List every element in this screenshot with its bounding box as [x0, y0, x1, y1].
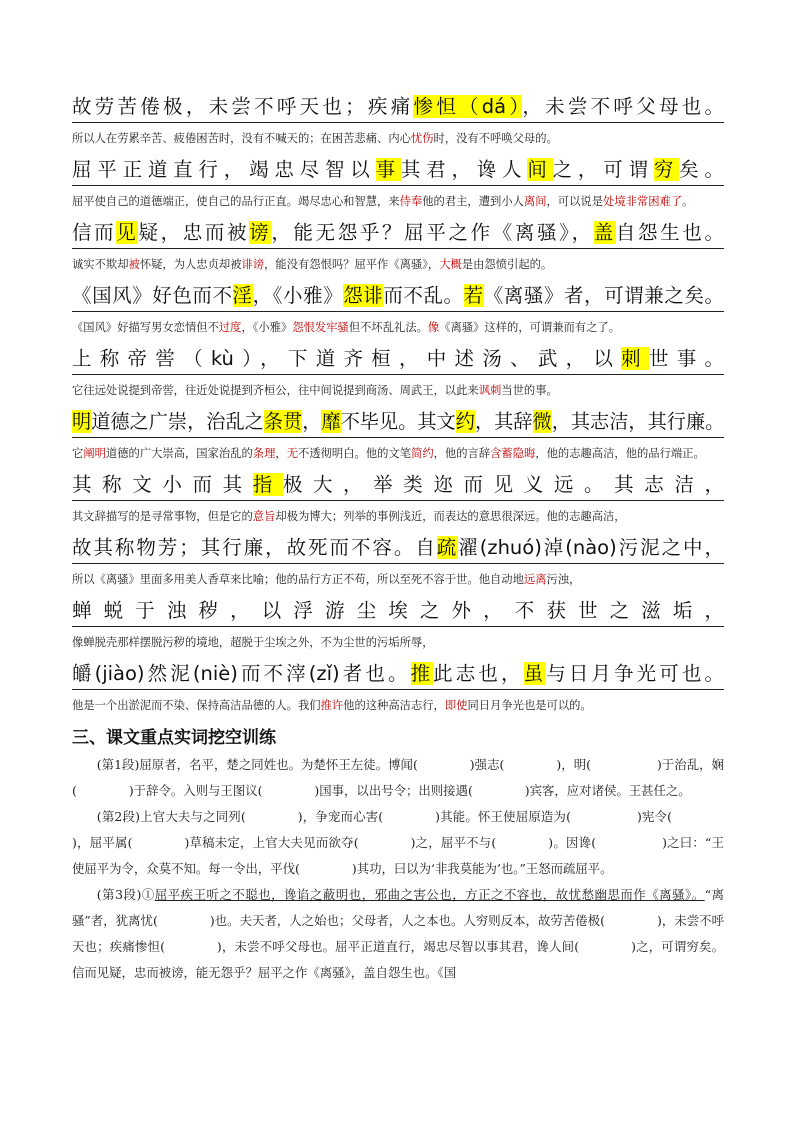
translated-keyword: 无: [286, 448, 299, 460]
exercise-text: )，未尝不呼父母也。屈平正道直行，竭忠尽智以事其君，谗人间(: [216, 939, 580, 954]
text-segment: ，能没有怨恨吗？屈平作《离骚》，: [264, 259, 440, 271]
text-segment: ，其志洁，其行廉。: [551, 410, 724, 433]
highlighted-keyword: 推: [410, 662, 434, 685]
exercise-text: )，争宠而心害(: [297, 809, 384, 824]
original-line: [72, 470, 724, 501]
text-segment: 怀疑，为人忠贞却被: [139, 259, 242, 271]
text-segment: 与日月争光可也。: [546, 662, 724, 685]
translated-keyword: 远离: [523, 574, 547, 586]
text-segment: ，他的言辞: [433, 448, 491, 460]
exercise-text: )。因谗(: [548, 835, 597, 850]
text-segment: 故其称物芳；其行廉，故死而不容。自: [72, 536, 437, 559]
translation-line: [72, 690, 724, 722]
text-segment: ，能无怨乎？屈平之作《离骚》，: [271, 221, 594, 244]
translated-keyword: 诽谤: [241, 259, 265, 271]
original-line: [72, 659, 724, 690]
text-segment: 是由怨愤引起的。: [461, 259, 553, 271]
text-segment: 。: [682, 196, 694, 208]
exercise-text: )草稿未定，上官大夫见而欲夺(: [184, 835, 359, 850]
underlined-sentence: 屈平疾王听之不聪也，谗谄之蔽明也，邪曲之害公也，方正之不容也，故忧愁幽思而作《离骚》。: [154, 887, 705, 902]
translated-keyword: 阐明: [83, 448, 106, 460]
highlighted-keyword: 条贯: [263, 410, 303, 433]
text-segment: 蝉蜕于浊秽，以浮游尘埃之外，不获世之滋垢，: [72, 599, 724, 622]
text-segment: ，可以说是: [546, 196, 604, 208]
text-segment: 它: [72, 448, 84, 460]
highlighted-keyword: 靡: [321, 410, 341, 433]
original-line: [72, 281, 724, 312]
translation-line: [72, 186, 724, 218]
exercise-text: (第3段)①: [96, 887, 155, 902]
exercise-text: )之曰：“王使屈平为令，众莫不知。每一令出，平伐(: [72, 835, 725, 876]
text-segment: 皭(jiào)然泥(niè)而不滓(zǐ)者也。: [72, 662, 411, 685]
text-segment: 所以人在劳累辛苦、疲倦困苦时，没有不喊天的；在困苦悲痛、内心: [72, 133, 411, 145]
text-segment: 世事。: [648, 347, 724, 370]
passage-with-translation: [72, 92, 724, 722]
highlighted-keyword: 事: [375, 158, 401, 181]
text-segment: 他的这种高洁志行，: [343, 700, 445, 712]
translated-keyword: 怨恨发牢骚: [292, 322, 349, 334]
highlighted-keyword: 淫: [232, 284, 253, 307]
highlighted-keyword: 指: [252, 473, 283, 496]
text-segment: 矣。: [679, 158, 724, 181]
text-segment: 不透彻明白。他的文笔: [298, 448, 412, 460]
text-segment: 道德之广崇，治乱之: [91, 410, 264, 433]
text-segment: 故劳苦倦极，未尝不呼天也；疾痛: [72, 95, 414, 118]
text-segment: 道德的广大崇高，国家治乱的: [105, 448, 253, 460]
translation-line: [72, 249, 724, 281]
exercise-paragraph-3: [72, 882, 724, 986]
exercise-text: )强志(: [469, 757, 505, 772]
exercise-text: )国事，以出号令；出则接遇(: [314, 783, 473, 798]
highlighted-keyword: 约: [455, 410, 475, 433]
exercise-text: )宪令(: [636, 809, 673, 824]
text-segment: 其君，谗人: [400, 158, 528, 181]
exercise-text: (第1段)屈原者，名平，楚之同姓也。为楚怀王左徒。博闻(: [96, 757, 418, 772]
translation-line: [72, 375, 724, 407]
text-segment: 《离骚》者，可谓兼之矣。: [483, 284, 724, 307]
translated-keyword: 处境非常困难了: [603, 196, 683, 208]
translated-keyword: 条理: [252, 448, 276, 460]
original-line: [72, 407, 724, 438]
translated-keyword: 忧伤: [410, 133, 434, 145]
translated-keyword: 含蓄隐晦: [490, 448, 536, 460]
text-segment: 疑，忠而被: [138, 221, 250, 244]
text-segment: 他是一个出淤泥而不染、保持高洁品德的人。我们: [72, 700, 321, 712]
text-segment: 《国风》好描写男女恋情但不: [72, 322, 219, 334]
exercise-text: )，屈平属(: [72, 835, 133, 850]
text-segment: 自怨生也。: [615, 221, 724, 244]
text-segment: 屈平使自己的道德端正，使自己的品行正直。竭尽忠心和智慧，来: [72, 196, 400, 208]
original-line: [72, 92, 724, 123]
translated-keyword: 意旨: [252, 511, 276, 523]
translation-line: [72, 123, 724, 155]
text-segment: 同日月争光也是可以的。: [467, 700, 592, 712]
text-segment: 此志也，: [433, 662, 524, 685]
translated-keyword: 讽刺: [478, 385, 502, 397]
exercise-text: )之，可谓穷矣。信而见疑，忠而被谤，能无怨乎？屈平之作《离骚》，盖自怨生也。《国: [72, 939, 725, 980]
text-segment: 像蝉脱壳那样摆脱污秽的境地，超脱于尘埃之外，不为尘世的污垢所辱，: [72, 637, 434, 649]
text-segment: 其文辞描写的是寻常事物，但是它的: [72, 511, 253, 523]
original-line: [72, 533, 724, 564]
text-segment: ，未尝不呼父母也。: [522, 95, 724, 118]
text-segment: ，: [275, 448, 287, 460]
text-segment: ，《小雅》: [241, 322, 293, 334]
highlighted-keyword: 疏: [436, 536, 459, 559]
exercise-section: [72, 752, 724, 986]
exercise-text: )，未尝不呼天也；疾痛惨怛(: [72, 913, 725, 954]
exercise-text: “离骚”者，犹离忧(: [72, 887, 724, 928]
section-heading: 三、课文重点实词挖空训练: [72, 728, 276, 748]
translated-keyword: 简约: [411, 448, 434, 460]
text-segment: 其称文小而其: [72, 473, 253, 496]
text-segment: ，: [302, 410, 322, 433]
highlighted-keyword: 虽: [523, 662, 547, 685]
exercise-text: )于辞令。入则与王图议(: [128, 783, 263, 798]
text-segment: 时，没有不呼唤父母的。: [433, 133, 558, 145]
highlighted-keyword: 间: [527, 158, 553, 181]
text-segment: 而不乱。: [383, 284, 464, 307]
translation-line: [72, 564, 724, 596]
exercise-text: )，明(: [556, 757, 591, 772]
highlighted-keyword: 微: [532, 410, 552, 433]
translated-keyword: 侍奉: [399, 196, 423, 208]
text-segment: 《国风》好色而不: [72, 284, 233, 307]
translation-line: [72, 312, 724, 344]
translation-line: [72, 501, 724, 533]
translated-keyword: 像: [427, 322, 440, 334]
original-line: [72, 596, 724, 627]
exercise-paragraph-1: [72, 752, 724, 804]
highlighted-keyword: 若: [463, 284, 484, 307]
text-segment: 屈平正道直行，竭忠尽智以: [72, 158, 376, 181]
text-segment: 《离骚》这样的，可谓兼而有之了。: [439, 322, 620, 334]
original-line: [72, 344, 724, 375]
text-segment: 当世的事。: [501, 385, 558, 397]
translation-line: [72, 627, 724, 659]
exercise-text: )宾客，应对诸侯。王甚任之。: [524, 783, 691, 798]
translated-keyword: 推许: [320, 700, 344, 712]
text-segment: 濯(zhuó)淖(nào)污泥之中，: [458, 536, 724, 559]
text-segment: 污浊，: [546, 574, 581, 586]
text-segment: 上称帝喾（kù），下道齐桓，中述汤、武，以: [72, 347, 622, 370]
text-segment: 所以《离骚》里面多用美人香草来比喻；他的品行方正不苟，所以至死不容于世。他自动地: [72, 574, 524, 586]
text-segment: ，《小雅》: [252, 284, 344, 307]
text-segment: ，其辞: [474, 410, 533, 433]
highlighted-keyword: 谤: [249, 221, 272, 244]
highlighted-keyword: 惨怛（dá）: [413, 95, 523, 118]
highlighted-keyword: 穷: [653, 158, 680, 181]
exercise-text: )于治乱，娴(: [72, 757, 724, 798]
exercise-text: )其功，曰以为‘非我莫能为’也。”王怒而疏屈平。: [351, 861, 613, 876]
translated-keyword: 即使: [444, 700, 468, 712]
text-segment: 但不坏乱礼法。: [348, 322, 428, 334]
highlighted-keyword: 明: [72, 410, 92, 433]
translation-line: [72, 438, 724, 470]
translated-keyword: 过度: [218, 322, 242, 334]
exercise-text: )其能。怀王使屈原造为(: [435, 809, 571, 824]
text-segment: 不毕见。其文: [340, 410, 456, 433]
translated-keyword: 被: [128, 259, 140, 271]
text-segment: ，他的志趣高洁，他的品行端正。: [535, 448, 705, 460]
exercise-text: (第2段)上官大夫与之同列(: [96, 809, 246, 824]
text-segment: 诚实不欺却: [72, 259, 129, 271]
translated-keyword: 大概: [439, 259, 462, 271]
document-page: [72, 92, 724, 986]
exercise-text: )之，屈平不与(: [410, 835, 497, 850]
highlighted-keyword: 怨诽: [343, 284, 384, 307]
translated-keyword: 离间: [523, 196, 547, 208]
text-segment: 之，可谓: [552, 158, 654, 181]
text-segment: 却极为博大；列举的事例浅近，而表达的意思很深远。他的志趣高洁，: [275, 511, 626, 523]
exercise-paragraph-2: [72, 804, 724, 882]
text-segment: 信而: [72, 221, 117, 244]
original-line: [72, 155, 724, 186]
highlighted-keyword: 刺: [621, 347, 649, 370]
text-segment: 它往远处说提到帝喾，往近处说提到齐桓公，往中间说提到商汤、周武王，以此来: [72, 385, 479, 397]
highlighted-keyword: 见: [116, 221, 139, 244]
exercise-text: )也。夫天者，人之始也；父母者，人之本也。人穷则反本，故劳苦倦极(: [209, 913, 605, 928]
original-line: [72, 218, 724, 249]
text-segment: 极大，举类迩而见义远。其志洁，: [282, 473, 724, 496]
text-segment: 他的君主，遭到小人: [422, 196, 524, 208]
highlighted-keyword: 盖: [593, 221, 616, 244]
